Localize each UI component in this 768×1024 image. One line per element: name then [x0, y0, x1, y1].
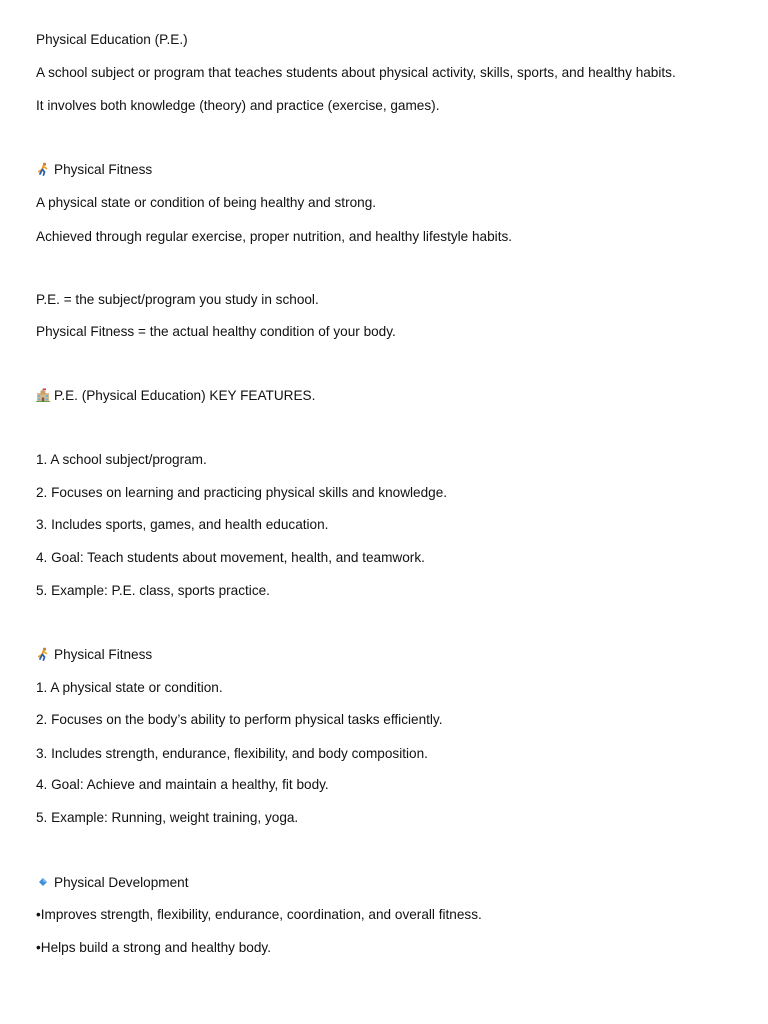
fitness-heading: [36, 161, 152, 179]
blue-diamond-icon: [36, 875, 50, 889]
comparison-1: P.E. = the subject/program you study in school.: [36, 292, 319, 307]
fitness-features-heading-label: Physical Fitness: [54, 647, 153, 662]
fitness-feature-item: 5. Example: Running, weight training, yoga.: [36, 810, 299, 825]
school-icon: [36, 388, 50, 402]
pe-features-heading: [36, 387, 315, 405]
fitness-feature-item: 3. Includes strength, endurance, flexibility, and body composition.: [36, 746, 428, 761]
comparison-2: Physical Fitness = the actual healthy condition of your body.: [36, 324, 396, 339]
pe-feature-item: 3. Includes sports, games, and health education.: [36, 517, 329, 532]
development-heading-label: Physical Development: [54, 875, 189, 890]
pe-feature-item: 5. Example: P.E. class, sports practice.: [36, 583, 270, 598]
development-item: •Improves strength, flexibility, endurance, coordination, and overall fitness.: [36, 907, 482, 922]
development-item: •Helps build a strong and healthy body.: [36, 940, 271, 955]
fitness-feature-item: 1. A physical state or condition.: [36, 680, 223, 695]
pe-feature-item: 4. Goal: Teach students about movement, health, and teamwork.: [36, 550, 425, 565]
runner-icon: [36, 162, 50, 176]
runner-icon: [36, 647, 50, 661]
pe-definition-1: A school subject or program that teaches students about physical activity, skills, sports, and healthy habits.: [36, 65, 676, 80]
pe-title: Physical Education (P.E.): [36, 32, 188, 47]
fitness-feature-item: 4. Goal: Achieve and maintain a healthy, fit body.: [36, 777, 329, 792]
fitness-definition-1: A physical state or condition of being healthy and strong.: [36, 195, 377, 210]
fitness-heading-label: Physical Fitness: [54, 162, 153, 177]
fitness-feature-item: 2. Focuses on the body’s ability to perform physical tasks efficiently.: [36, 712, 443, 727]
pe-feature-item: 2. Focuses on learning and practicing physical skills and knowledge.: [36, 485, 448, 500]
pe-definition-2: It involves both knowledge (theory) and practice (exercise, games).: [36, 98, 440, 113]
fitness-features-heading: [36, 646, 152, 664]
development-heading: [36, 874, 189, 892]
pe-feature-item: 1. A school subject/program.: [36, 452, 207, 467]
fitness-definition-2: Achieved through regular exercise, proper nutrition, and healthy lifestyle habits.: [36, 229, 513, 244]
pe-features-heading-label: P.E. (Physical Education) KEY FEATURES.: [54, 388, 316, 403]
